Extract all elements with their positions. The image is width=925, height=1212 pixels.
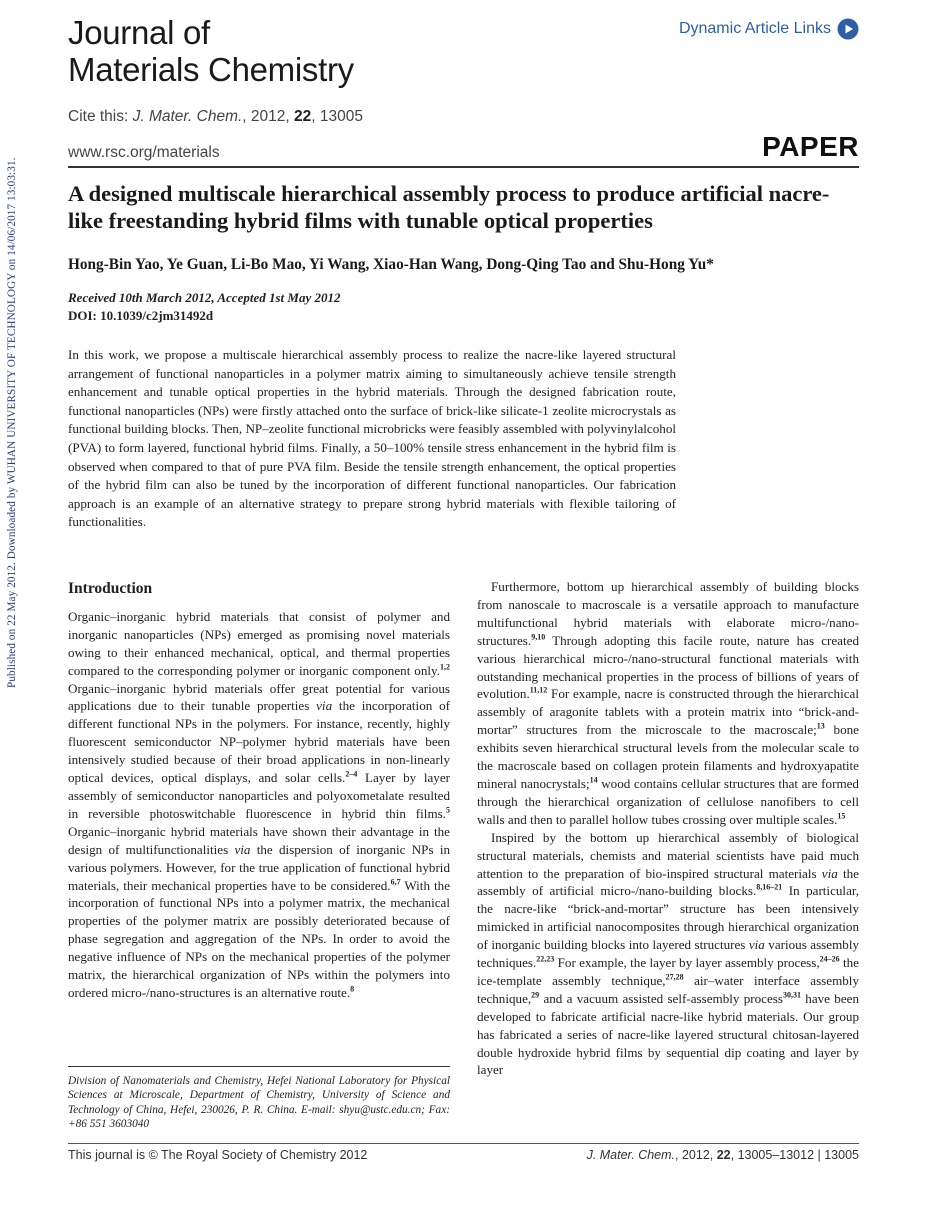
author-list: Hong-Bin Yao, Ye Guan, Li-Bo Mao, Yi Wang, Xiao-Han Wang, Dong-Qing Tao and Shu-Hong Yu* [68, 256, 714, 273]
cite-year: , 2012, [242, 108, 295, 125]
left-column [68, 578, 450, 1002]
intro-paragraph-2: Furthermore, bottom up hierarchical assembly of building blocks from nanoscale to macroscale is a versatile approach to manufacture multifunctional hybrid materials with elaborate micro-/nano-structures.$^{9,10}$ Through adopting this facile route, nature has created various hierarchical micro-/nano-structural functional materials with outstanding mechanical properties in the process of billions of years of evolution.$^{11,12}$ For example, nacre is constructed through the hierarchical assembly of aragonite tablets with a protein matrix into “brick-and-mortar” structures from the microscale to the macroscale;$^{13}$ bone exhibits seven hierarchical structural levels from the molecular scale to the macroscale based on collagen protein filaments and hydroxyapatite mineral nanocrystals;$^{14}$ wood contains cellular structures that are formed through the hierarchical organization of cellulose nanofibers to cell walls and then to parallel hollow tubes crossing over multiple scales.$^{15}$ [477, 579, 859, 827]
footer-page-range: , 13005–13012 | 13005 [730, 1148, 859, 1162]
ref-link[interactable]: 30,31 [783, 990, 801, 1000]
doi-link[interactable]: DOI: 10.1039/c2jm31492d [68, 308, 214, 323]
ref-link[interactable]: 24–26 [819, 954, 840, 964]
footer-copyright: This journal is © The Royal Society of Chemistry 2012 [68, 1148, 368, 1162]
play-arrow-circle-icon[interactable] [837, 18, 859, 40]
download-notice-text: Published on 22 May 2012. Downloaded by WUHAN UNIVERSITY OF TECHNOLOGY on 14/06/2017 13:03:31. [6, 157, 18, 688]
ref-link[interactable]: 2–4 [345, 769, 358, 779]
ref-link[interactable]: 14 [589, 775, 598, 785]
ref-link[interactable]: 11,12 [529, 686, 548, 696]
affiliation-divider [68, 1066, 450, 1067]
cite-page: , 13005 [311, 108, 363, 125]
journal-url-link[interactable]: www.rsc.org/materials [68, 144, 220, 161]
ref-link[interactable]: 8,16–21 [756, 883, 783, 893]
cite-journal: J. Mater. Chem. [132, 108, 243, 125]
ref-link[interactable]: 8 [350, 984, 355, 994]
article-title: A designed multiscale hierarchical assembly process to produce artificial nacre-like freestanding hybrid films with tunable optical properties [68, 181, 830, 233]
right-column [477, 578, 859, 1079]
footer-citation: J. Mater. Chem., 2012, 22, 13005–13012 | 13005 [586, 1148, 859, 1162]
download-watermark [4, 110, 20, 690]
ref-link[interactable]: 1,2 [440, 662, 450, 672]
header-divider [68, 166, 859, 168]
author-affiliation: Division of Nanomaterials and Chemistry, Hefei National Laboratory for Physical Sciences at Microscale, Department of Chemistry, University of Science and Technology of China, Hefei, 230026, P. R. China. E-mail: shyu@ustc.edu.cn; Fax: +86 551 3603040 [68, 1075, 450, 1131]
intro-paragraph-1: Organic–inorganic hybrid materials that consist of polymer and inorganic nanoparticles (NPs) emerged as promising novel materials owing to their enhanced mechanical, optical, and thermal properties compared to the corresponding polymer or inorganic component only.$^{1,2}$ Organic–inorganic hybrid materials offer great potential for various applications due to their tunable properties via the incorporation of different functional NPs in the polymers. For instance, recently, highly fluorescent semiconductor NP–polymer hybrid materials have been intensively studied because of their broad applications in non-linearly optical devices, optical displays, and solar cells.$^{2-4}$ Layer by layer assembly of semiconductor nanoparticles and polyoxometalate resulted in reversible photoswitchable fluorescence in hybrid thin films.$^5$ Organic–inorganic hybrid materials have shown their advantage in the design of multifunctionalities via the dispersion of inorganic NPs in various polymers. However, for the true application of functional hybrid materials, their mechanical properties have to be considered.$^{6,7}$ With the incorporation of functional NPs into a polymer matrix, the mechanical properties of the polymer matrix are possibly deteriorated because of phase segregation and aggregation of the NPs. In order to avoid the negative influence of NPs on the mechanical properties of the polymer matrix, the hierarchical organization of NPs within the polymers into ordered micro-/nano-structures is an alternative route.$^8$ [68, 608, 451, 1000]
journal-title [68, 14, 354, 88]
ref-link[interactable]: 6,7 [390, 877, 401, 887]
received-dates: Received 10th March 2012, Accepted 1st May 2012 [68, 290, 341, 305]
cite-volume: 22 [294, 108, 312, 125]
ref-link[interactable]: 22,23 [536, 954, 555, 964]
section-heading-introduction: Introduction [68, 580, 153, 597]
dynamic-article-links[interactable] [679, 18, 859, 40]
ref-link[interactable]: 27,28 [665, 972, 684, 982]
footer-journal: J. Mater. Chem. [586, 1148, 676, 1162]
abstract: In this work, we propose a multiscale hierarchical assembly process to realize the nacre-like layered structural arrangement of functional nanoparticles in a polymer matrix aiming to simultaneously achieve tensile strength enhancement and tunable optical properties in the hybrid materials. Through the designed fabrication route, functional nanoparticles (NPs) were firstly attached onto the surface of brick-like silicate-1 zeolite microcrystals as functional building blocks. Then, NP–zeolite functional microbricks were feasibly assembled with polyvinylalcohol (PVA) to form layered, functional hybrid films. Finally, a 50–100% tensile stress enhancement in the hybrid film is observed when compared to that of pure PVA film. Beside the tensile strength enhancement, the optical properties of the hybrid film can also be tuned by the incorporation of different functional nanoparticles. Our fabrication approach is an example of an alternative strategy to prepare strong hybrid materials with flexible tailoring of functionalities. [68, 347, 676, 530]
ref-link[interactable]: 13 [816, 721, 825, 731]
ref-link[interactable]: 9,10 [531, 632, 546, 642]
paper-type-label: PAPER [762, 131, 859, 162]
dynamic-links-label[interactable]: Dynamic Article Links [678, 20, 831, 37]
citation-line [68, 108, 363, 126]
intro-paragraph-3: Inspired by the bottom up hierarchical assembly of biological structural materials, chemists and material scientists have paid much attention to the preparation of bio-inspired structural materials via the assembly of artificial micro-/nano-building blocks.$^{8,16-21}$ In particular, the nacre-like “brick-and-mortar” structure has been intensively mimicked in artificial nanocomposites through hierarchical organization of inorganic building blocks into layered structures via various assembly techniques.$^{22,23}$ For example, the layer by layer assembly process,$^{24-26}$ the ice-template assembly technique,$^{27,28}$ air–water interface assembly technique,$^{29}$ and a vacuum assisted self-assembly process$^{30,31}$ have been developed to fabricate artificial nacre-like hybrid materials. Our group has fabricated a series of nacre-like layered structural chitosan-layered double hydroxide hybrid films by sequential dip coating and layer by layer [477, 829, 860, 1078]
ref-link[interactable]: 29 [531, 990, 540, 1000]
ref-link[interactable]: 5 [446, 805, 450, 815]
footer-divider [68, 1143, 859, 1144]
journal-title-line2: Materials Chemistry [68, 51, 354, 88]
journal-title-line1: Journal of [68, 14, 210, 51]
ref-link[interactable]: 15 [837, 811, 846, 821]
cite-prefix: Cite this: [68, 108, 133, 125]
